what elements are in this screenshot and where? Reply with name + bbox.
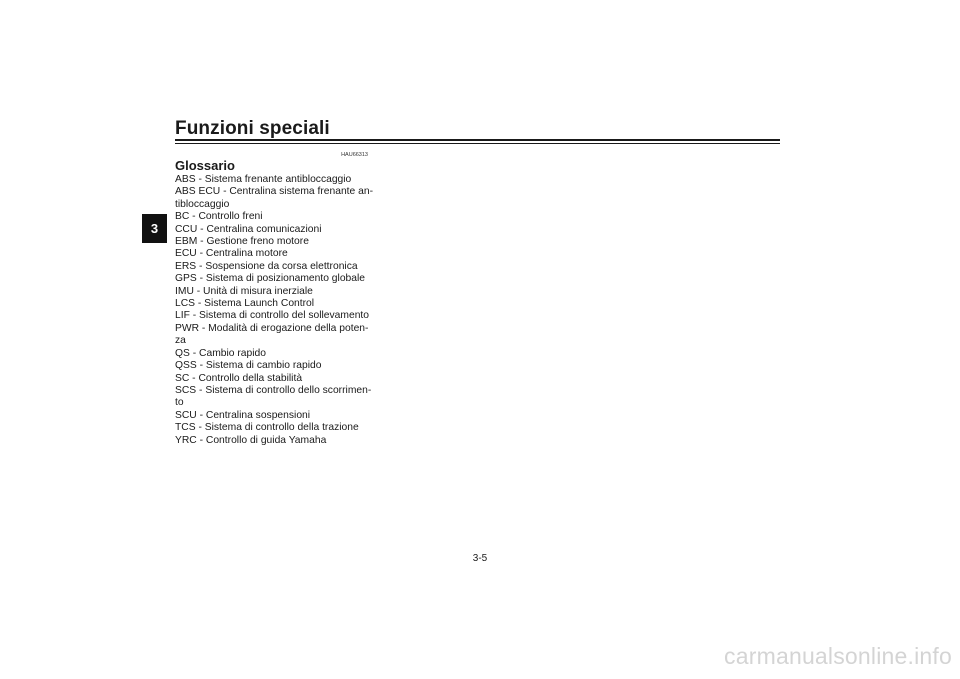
glossary-line: CCU - Centralina comunicazioni	[175, 223, 322, 235]
glossary-line: TCS - Sistema di controllo della trazione	[175, 422, 359, 434]
glossary-line: SCU - Centralina sospensioni	[175, 409, 311, 421]
watermark[interactable]: carmanualsonline.info	[724, 643, 952, 669]
glossary-line: SCS - Sistema di controllo dello scorrimen-	[175, 384, 372, 396]
glossary-line: PWR - Modalità di erogazione della poten-	[175, 322, 369, 334]
section-code: HAU66313	[341, 152, 368, 158]
glossary-line: tibloccaggio	[175, 198, 230, 210]
glossary-list	[175, 174, 375, 447]
glossary-line: BC - Controllo freni	[175, 211, 263, 223]
glossary-line: YRC - Controllo di guida Yamaha	[175, 434, 327, 446]
glossary-line: ABS - Sistema frenante antibloccaggio	[175, 174, 352, 185]
glossary-line: LCS - Sistema Launch Control	[175, 298, 315, 310]
glossary-line: GPS - Sistema di posizionamento globale	[175, 273, 366, 285]
glossary-line: IMU - Unità di misura inerziale	[175, 285, 313, 297]
glossary-line: za	[175, 335, 186, 347]
glossary-line: QS - Cambio rapido	[175, 347, 266, 359]
glossary-line: SC - Controllo della stabilità	[175, 372, 303, 384]
page-title: Funzioni speciali	[175, 118, 330, 139]
glossary-line: to	[175, 397, 184, 409]
glossary-line: ABS ECU - Centralina sistema frenante an-	[175, 186, 374, 198]
glossary-line: QSS - Sistema di cambio rapido	[175, 360, 322, 372]
page-number: 3-5	[472, 553, 488, 564]
chapter-tab: 3	[142, 214, 167, 243]
section-heading: Glossario	[175, 158, 235, 173]
glossary-line: LIF - Sistema di controllo del sollevamento	[175, 310, 370, 322]
glossary-line: ECU - Centralina motore	[175, 248, 288, 260]
header-rule-thick	[175, 139, 780, 141]
glossary-line: EBM - Gestione freno motore	[175, 236, 309, 248]
glossary-line: ERS - Sospensione da corsa elettronica	[175, 260, 358, 272]
header-rule-thin	[175, 143, 780, 144]
